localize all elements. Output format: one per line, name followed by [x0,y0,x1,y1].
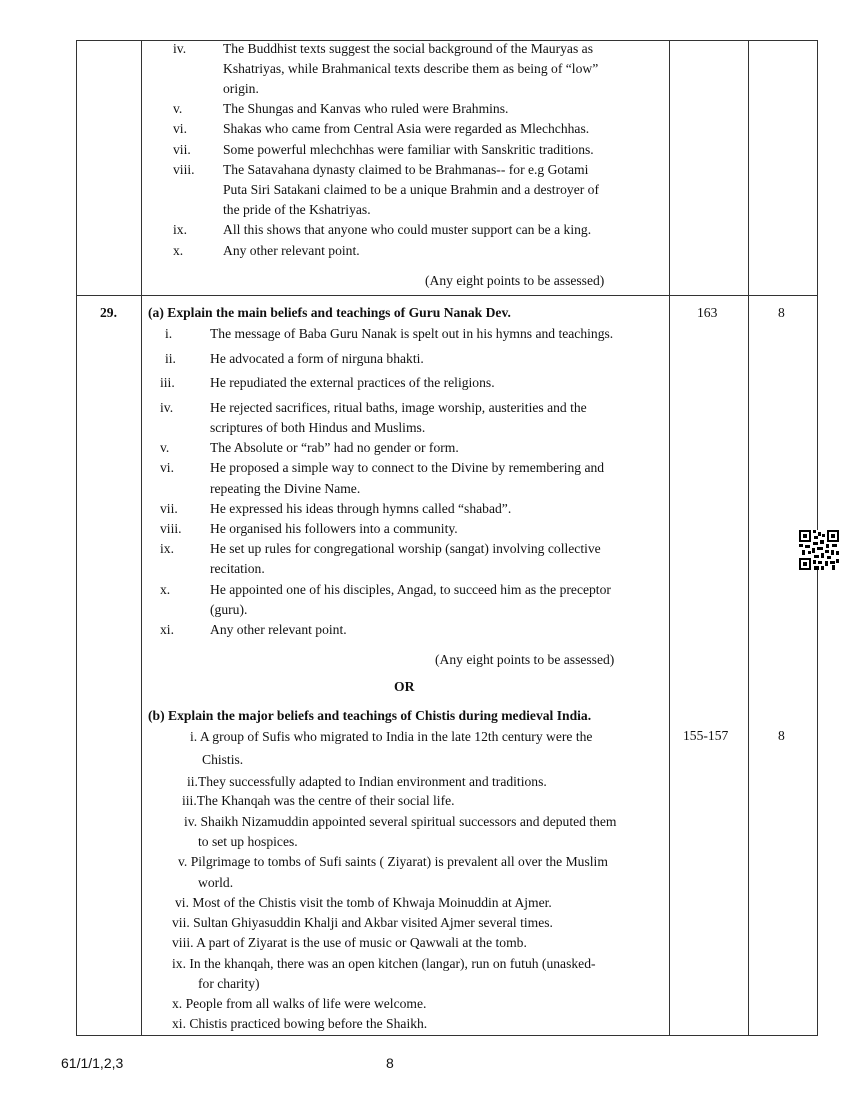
assessment-note: (Any eight points to be assessed) [425,273,605,288]
point-text: He set up rules for congregational worship (sangat) involving collective [210,541,601,556]
point-text: repeating the Divine Name. [210,481,361,496]
point-text: The message of Baba Guru Nanak is spelt out in his hymns and teachings. [210,326,614,341]
point-number: xi. [160,622,174,637]
point-text: Chistis. [202,752,244,767]
marks-b: 8 [778,728,785,743]
point-number: ix. [173,222,187,237]
question-a-heading: (a) Explain the main beliefs and teachings of Guru Nanak Dev. [148,305,511,320]
point-number: viii. [173,162,195,177]
point-text: recitation. [210,561,265,576]
point-text: The Buddhist texts suggest the social background of the Mauryas as [223,41,593,56]
point-number: v. [173,101,183,116]
column-divider-1 [141,40,142,1036]
point-text: iv. Shaikh Nizamuddin appointed several spiritual successors and deputed them [184,814,617,829]
qr-code-icon [799,530,839,570]
point-number: iv. [173,41,187,56]
point-number: iv. [160,400,174,415]
point-text: Any other relevant point. [223,243,360,258]
point-text: the pride of the Kshatriyas. [223,202,371,217]
point-number: x. [173,243,184,258]
point-number: ii. [165,351,176,366]
point-text: for charity) [198,976,260,991]
point-number: vii. [160,501,178,516]
point-text: world. [198,875,234,890]
table-border-left [76,40,77,1036]
page-reference-b: 155-157 [683,728,729,743]
point-text: He appointed one of his disciples, Angad, to succeed him as the preceptor [210,582,611,597]
point-number: vi. [160,460,174,475]
point-text: Some powerful mlechchhas were familiar with Sanskritic traditions. [223,142,594,157]
point-text: vii. Sultan Ghiyasuddin Khalji and Akbar visited Ajmer several times. [172,915,553,930]
point-text: x. People from all walks of life were welcome. [172,996,427,1011]
point-text: viii. A part of Ziyarat is the use of music or Qawwali at the tomb. [172,935,527,950]
paper-code: 61/1/1,2,3 [61,1055,124,1071]
marks-a: 8 [778,305,785,320]
page-number: 8 [386,1055,394,1071]
question-number: 29. [100,305,117,320]
point-text: v. Pilgrimage to tombs of Sufi saints ( Ziyarat) is prevalent all over the Muslim [178,854,608,869]
point-text: He advocated a form of nirguna bhakti. [210,351,424,366]
row-divider [76,295,818,296]
point-text: Puta Siri Satakani claimed to be a unique Brahmin and a destroyer of [223,182,599,197]
point-text: The Absolute or “rab” had no gender or form. [210,440,459,455]
point-text: The Satavahana dynasty claimed to be Brahmanas-- for e.g Gotami [223,162,589,177]
point-text: ii.They successfully adapted to Indian environment and traditions. [187,774,547,789]
point-text: He proposed a simple way to connect to the Divine by remembering and [210,460,605,475]
point-text: He rejected sacrifices, ritual baths, image worship, austerities and the [210,400,587,415]
assessment-note: (Any eight points to be assessed) [435,652,615,667]
point-number: x. [160,582,171,597]
point-text: vi. Most of the Chistis visit the tomb of Khwaja Moinuddin at Ajmer. [175,895,552,910]
point-text: He organised his followers into a community. [210,521,458,536]
column-divider-2 [669,40,670,1036]
point-text: iii.The Khanqah was the centre of their social life. [182,793,455,808]
point-number: vi. [173,121,187,136]
point-number: iii. [160,375,175,390]
point-text: xi. Chistis practiced bowing before the Shaikh. [172,1016,428,1031]
or-separator: OR [394,679,415,694]
point-number: v. [160,440,170,455]
column-divider-3 [748,40,749,1036]
table-border-bottom [76,1035,818,1036]
point-text: ix. In the khanqah, there was an open kitchen (langar), run on futuh (unasked- [172,956,596,971]
point-text: to set up hospices. [198,834,298,849]
point-number: ix. [160,541,174,556]
point-text: (guru). [210,602,248,617]
point-text: origin. [223,81,259,96]
point-number: vii. [173,142,191,157]
point-text: He expressed his ideas through hymns called “shabad”. [210,501,512,516]
point-text: All this shows that anyone who could muster support can be a king. [223,222,592,237]
point-text: Kshatriyas, while Brahmanical texts describe them as being of “low” [223,61,599,76]
point-text: Shakas who came from Central Asia were regarded as Mlechchhas. [223,121,590,136]
point-text: Any other relevant point. [210,622,347,637]
page-reference-a: 163 [697,305,718,320]
question-b-heading: (b) Explain the major beliefs and teachings of Chistis during medieval India. [148,708,592,723]
point-text: i. A group of Sufis who migrated to India in the late 12th century were the [190,729,593,744]
point-text: The Shungas and Kanvas who ruled were Brahmins. [223,101,509,116]
point-number: i. [165,326,173,341]
point-text: scriptures of both Hindus and Muslims. [210,420,426,435]
point-text: He repudiated the external practices of the religions. [210,375,495,390]
point-number: viii. [160,521,182,536]
